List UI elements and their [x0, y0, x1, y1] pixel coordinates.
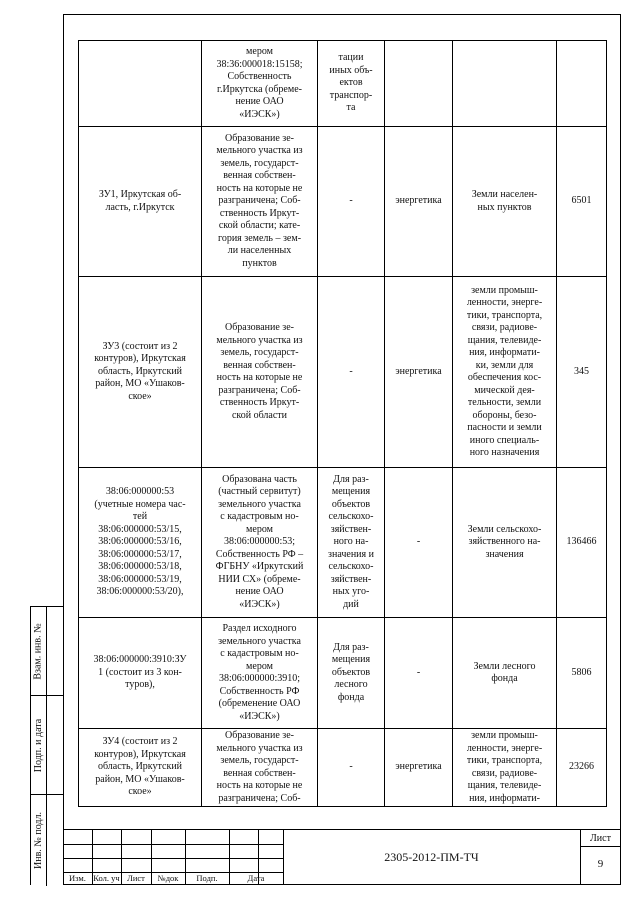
table-row — [79, 618, 607, 729]
area-cell: 136466 — [557, 468, 607, 618]
land-category-cell: Земли лесного фонда — [453, 618, 557, 729]
title-block — [63, 829, 621, 885]
permitted-use-cell: - — [318, 729, 385, 807]
stamp-cell-replacement — [31, 607, 64, 696]
purpose-cell: - — [385, 468, 453, 618]
purpose-cell: - — [385, 618, 453, 729]
table-row — [79, 729, 607, 807]
land-plots-table — [78, 40, 607, 807]
stamp-cell-original — [31, 795, 64, 886]
stamp-label: Взам. инв. № — [33, 622, 45, 680]
permitted-use-cell: - — [318, 277, 385, 468]
formation-method-cell: Образована часть (частный сервитут) земельного участка с кадастровым но- мером 38:06:000000:53; Собственность РФ – ФГБНУ «Иркутский НИИ СХ» (обреме- нение ОАО «ИЭСК») — [202, 468, 318, 618]
land-category-cell: Земли сельскохо- зяйственного на- значения — [453, 468, 557, 618]
purpose-cell: энергетика — [385, 729, 453, 807]
purpose-cell: энергетика — [385, 127, 453, 277]
stamp-label: Подп. и дата — [33, 718, 44, 772]
col-label-date: Дата — [247, 873, 265, 883]
area-cell — [557, 41, 607, 127]
stamp-cell-signature — [31, 696, 64, 795]
plot-location-cell: ЗУ1, Иркутская об- ласть, г.Иркутск — [79, 127, 202, 277]
col-label-doc-number: №док — [157, 873, 179, 883]
stamp-label: Инв. № подл. — [33, 812, 45, 869]
formation-method-cell: мером 38:36:000018:15158; Собственность г.Иркутска (обреме- нение ОАО «ИЭСК») — [202, 41, 318, 127]
plot-location-cell: ЗУ3 (состоит из 2 контуров), Иркутская область, Иркутский район, МО «Ушаков- ское» — [79, 277, 202, 468]
plot-location-cell — [79, 41, 202, 127]
plot-location-cell: ЗУ4 (состоит из 2 контуров), Иркутская область, Иркутский район, МО «Ушаков- ское» — [79, 729, 202, 807]
permitted-use-cell: - — [318, 127, 385, 277]
purpose-cell — [385, 41, 453, 127]
area-cell: 5806 — [557, 618, 607, 729]
sheet-label: Лист — [590, 833, 611, 844]
col-label-signature: Подп. — [196, 873, 218, 883]
formation-method-cell: Раздел исходного земельного участка с кадастровым но- мером 38:06:000000:3910; Собственность РФ (обременение ОАО «ИЭСК») — [202, 618, 318, 729]
purpose-cell: энергетика — [385, 277, 453, 468]
permitted-use-cell: Для раз- мещения объектов лесного фонда — [318, 618, 385, 729]
sheet-number: 9 — [597, 858, 604, 870]
col-label-change: Изм. — [69, 873, 86, 883]
area-cell: 345 — [557, 277, 607, 468]
col-label-count: Кол. уч — [93, 873, 120, 883]
table-row — [79, 41, 607, 127]
land-category-cell — [453, 41, 557, 127]
area-cell: 6501 — [557, 127, 607, 277]
formation-method-cell: Образование зе- мельного участка из земель, государст- венная собствен- ность на которые не разграничена; Соб- — [202, 729, 318, 807]
plot-location-cell: 38:06:000000:53 (учетные номера час- тей 38:06:000000:53/15, 38:06:000000:53/16, 38:06:000000:53/17, 38:06:000000:53/18, 38:06:000000:53/19, 38:06:000000:53/20), — [79, 468, 202, 618]
permitted-use-cell: тации иных объ- ектов транспор- та — [318, 41, 385, 127]
land-category-cell: земли промыш- ленности, энерге- тики, транспорта, связи, радиове- щания, телевиде- ния, информати- ки, земли для обеспечения кос- мической дея- тельности, земли обороны, безо- пасности и земли иного специаль- ного назначения — [453, 277, 557, 468]
document-code: 2305-2012-ПМ-ТЧ — [384, 850, 479, 864]
plot-location-cell: 38:06:000000:3910:ЗУ 1 (состоит из 3 кон- туров), — [79, 618, 202, 729]
land-category-cell: Земли населен- ных пунктов — [453, 127, 557, 277]
formation-method-cell: Образование зе- мельного участка из земель, государст- венная собствен- ность на которые не разграничена; Соб- ственность Иркут- ской области — [202, 277, 318, 468]
formation-method-cell: Образование зе- мельного участка из земель, государст- венная собствен- ность на которые не разграничена; Соб- ственность Иркут- ской области; кате- гория земель – зем- ли населенных пунктов — [202, 127, 318, 277]
col-label-sheet: Лист — [127, 873, 145, 883]
land-category-cell: земли промыш- ленности, энерге- тики, транспорта, связи, радиове- щания, телевиде- ния, информати- — [453, 729, 557, 807]
table-row — [79, 277, 607, 468]
table-row — [79, 468, 607, 618]
table-row — [79, 127, 607, 277]
side-stamp — [30, 606, 63, 885]
area-cell: 23266 — [557, 729, 607, 807]
permitted-use-cell: Для раз- мещения объектов сельскохо- зяйствен- ного на- значения и сельскохо- зяйствен- ных уго- дий — [318, 468, 385, 618]
